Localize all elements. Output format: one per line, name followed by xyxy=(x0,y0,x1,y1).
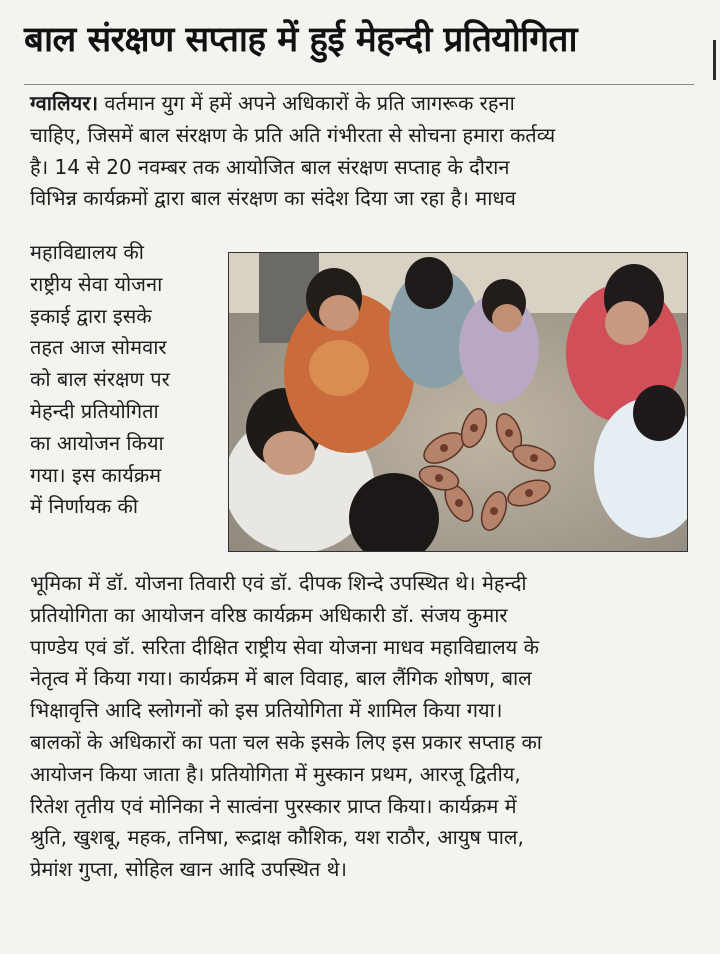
body-line-3: पाण्डेय एवं डॉ. सरिता दीक्षित राष्ट्रीय सेवा योजना माधव महाविद्यालय के xyxy=(30,634,539,659)
body-line-6: बालकों के अधिकारों का पता चल सके इसके लिए इस प्रकार सप्ताह का xyxy=(30,729,542,754)
body-line-4: नेतृत्व में किया गया। कार्यक्रम में बाल विवाह, बाल लैंगिक शोषण, बाल xyxy=(30,666,532,691)
headline: बाल संरक्षण सप्ताह में हुई मेहन्दी प्रतियोगिता xyxy=(24,20,578,60)
wrap-line-4: तहत आज सोमवार xyxy=(30,335,167,360)
body-line-1: भूमिका में डॉ. योजना तिवारी एवं डॉ. दीपक शिन्दे उपस्थित थे। मेहन्दी xyxy=(30,571,527,595)
body-line-5: भिक्षावृत्ति आदि स्लोगनों को इस प्रतियोगिता में शामिल किया गया। xyxy=(30,698,503,723)
wrap-line-8: गया। इस कार्यक्रम xyxy=(30,462,162,487)
wrap-line-3: इकाई द्वारा इसके xyxy=(30,303,152,328)
wrap-line-1: महाविद्यालय की xyxy=(30,240,144,264)
wrap-line-6: मेहन्दी प्रतियोगिता xyxy=(30,398,159,423)
article-intro xyxy=(30,88,690,215)
wrap-line-5: को बाल संरक्षण पर xyxy=(30,367,170,392)
body-line-8: रितेश तृतीय एवं मोनिका ने सात्वंना पुरस्कार प्राप्त किया। कार्यक्रम में xyxy=(30,793,517,818)
news-photo xyxy=(228,252,688,552)
dateline: ग्वालियर। xyxy=(30,91,99,115)
body-line-2: प्रतियोगिता का आयोजन वरिष्ठ कार्यक्रम अधिकारी डॉ. संजय कुमार xyxy=(30,602,508,627)
article-body xyxy=(30,568,690,886)
body-line-7: आयोजन किया जाता है। प्रतियोगिता में मुस्कान प्रथम, आरजू द्वितीय, xyxy=(30,761,521,786)
group-photo-mehndi-hands-icon xyxy=(229,253,687,551)
intro-line-4: विभिन्न कार्यक्रमों द्वारा बाल संरक्षण का संदेश दिया जा रहा है। माधव xyxy=(30,186,516,211)
page-edge-mark xyxy=(713,40,716,80)
intro-line-1-text: वर्तमान युग में हमें अपने अधिकारों के प्रति जागरूक रहना xyxy=(98,91,515,115)
body-line-9: श्रुति, खुशबू, महक, तनिषा, रूद्राक्ष कौशिक, यश राठौर, आयुष पाल, xyxy=(30,825,524,850)
intro-line-1 xyxy=(30,88,690,120)
wrap-line-2: राष्ट्रीय सेवा योजना xyxy=(30,271,163,296)
wrap-line-9: में निर्णायक की xyxy=(30,494,139,519)
article-wrap-column xyxy=(30,237,225,523)
intro-line-3: है। 14 से 20 नवम्बर तक आयोजित बाल संरक्षण सप्ताह के दौरान xyxy=(30,154,510,179)
wrap-line-7: का आयोजन किया xyxy=(30,430,164,455)
headline-rule xyxy=(24,84,694,85)
intro-line-2: चाहिए, जिसमें बाल संरक्षण के प्रति अति गंभीरता से सोचना हमारा कर्तव्य xyxy=(30,122,556,147)
body-line-10: प्रेमांश गुप्ता, सोहिल खान आदि उपस्थित थे। xyxy=(30,857,347,882)
